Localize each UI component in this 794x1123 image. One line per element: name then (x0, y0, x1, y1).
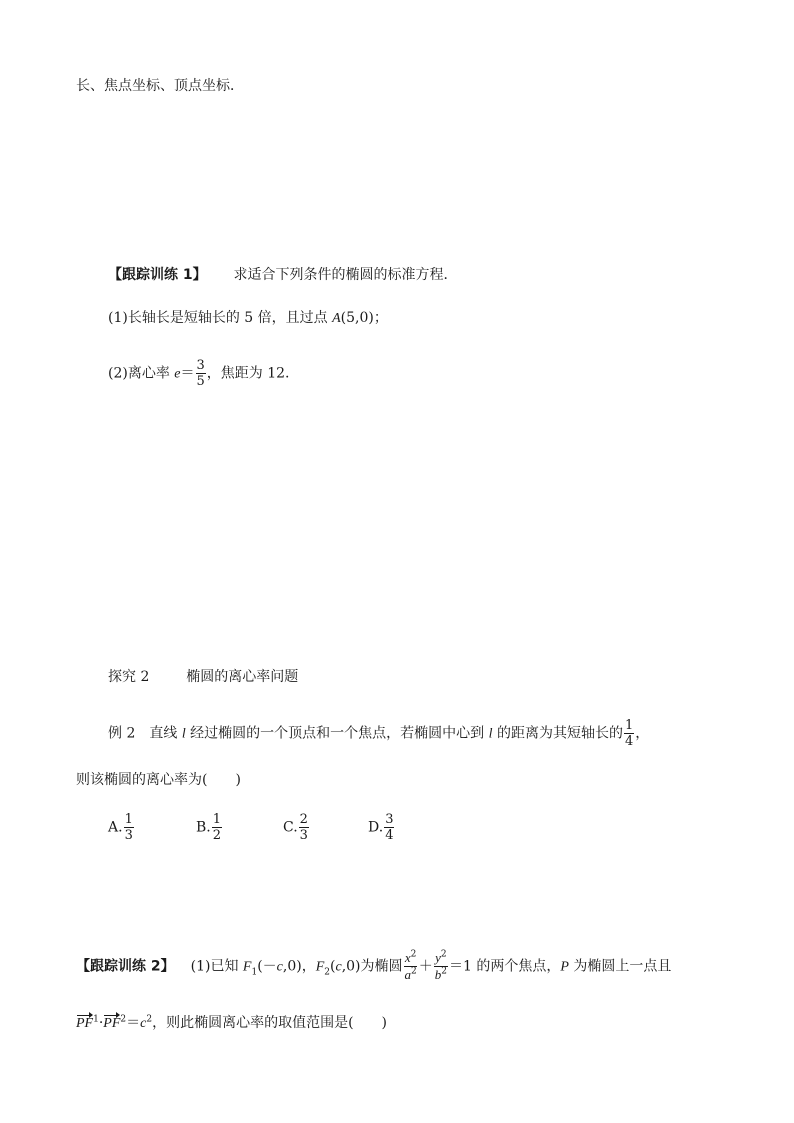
option-b: B. $\frac{1}{2}$ (196, 812, 222, 843)
exercise1-item1: (1)长轴长是短轴长的 5 倍，且过点 A(5,0)； (108, 310, 388, 326)
exercise1-item2: (2)离心率 e＝ $\frac{3}{5}$ ，焦距为 12. (108, 358, 290, 389)
exercise2-line1: 【跟踪训练 2】 (1)已知 $F_1(-c,0)$，$F_2(c,0)$为椭圆 $\frac{x^2}{a^2}$ ＋ $\frac{y^2}{b^2}$ ＝1 的两个焦点，P 为椭圆上一点且 (76, 949, 672, 982)
option-a: A. $\frac{1}{3}$ (108, 812, 133, 843)
continued-text: 长、焦点坐标、顶点坐标． (76, 78, 244, 94)
exercise2-line2: $PF^1\cdot PF^2=c^2$，则此椭圆离心率的取值范围是( ) (76, 1013, 387, 1034)
example2-label: 例 2 (108, 725, 136, 742)
fraction-x2-a2: $\frac{x^2}{a^2}$ (404, 949, 417, 982)
fraction: $\frac{2}{3}$ (299, 812, 308, 843)
fraction: $\frac{3}{5}$ (196, 358, 205, 389)
vector-pf2: PF (103, 1014, 120, 1034)
explore2-label: 探究 2 (108, 669, 150, 685)
exercise1-heading (108, 265, 458, 285)
exercise2-label: 【跟踪训练 2】 (76, 958, 175, 975)
fraction: $\frac{1}{4}$ (624, 718, 634, 749)
fraction: $\frac{3}{4}$ (385, 812, 394, 843)
explore2-title: 椭圆的离心率问题 (186, 669, 299, 685)
option-d: D. $\frac{3}{4}$ (368, 812, 394, 843)
fraction: $\frac{1}{3}$ (124, 812, 133, 843)
option-c: C. $\frac{2}{3}$ (283, 812, 308, 843)
example2-line2: 则该椭圆的离心率为( ) (76, 772, 241, 788)
vector-pf1: PF (76, 1014, 93, 1034)
fraction: $\frac{1}{2}$ (212, 812, 222, 843)
example2-line1: 例 2 直线 l 经过椭圆的一个顶点和一个焦点，若椭圆中心到 l 的距离为其短轴长的 $\frac{1}{4}$ ， (108, 718, 650, 749)
exercise1-label: 【跟踪训练 1】 (108, 267, 207, 283)
fraction-y2-b2: $\frac{y^2}{b^2}$ (434, 949, 447, 982)
exercise1-prompt: 求适合下列条件的椭圆的标准方程． (233, 267, 458, 283)
explore2-heading (108, 667, 298, 687)
